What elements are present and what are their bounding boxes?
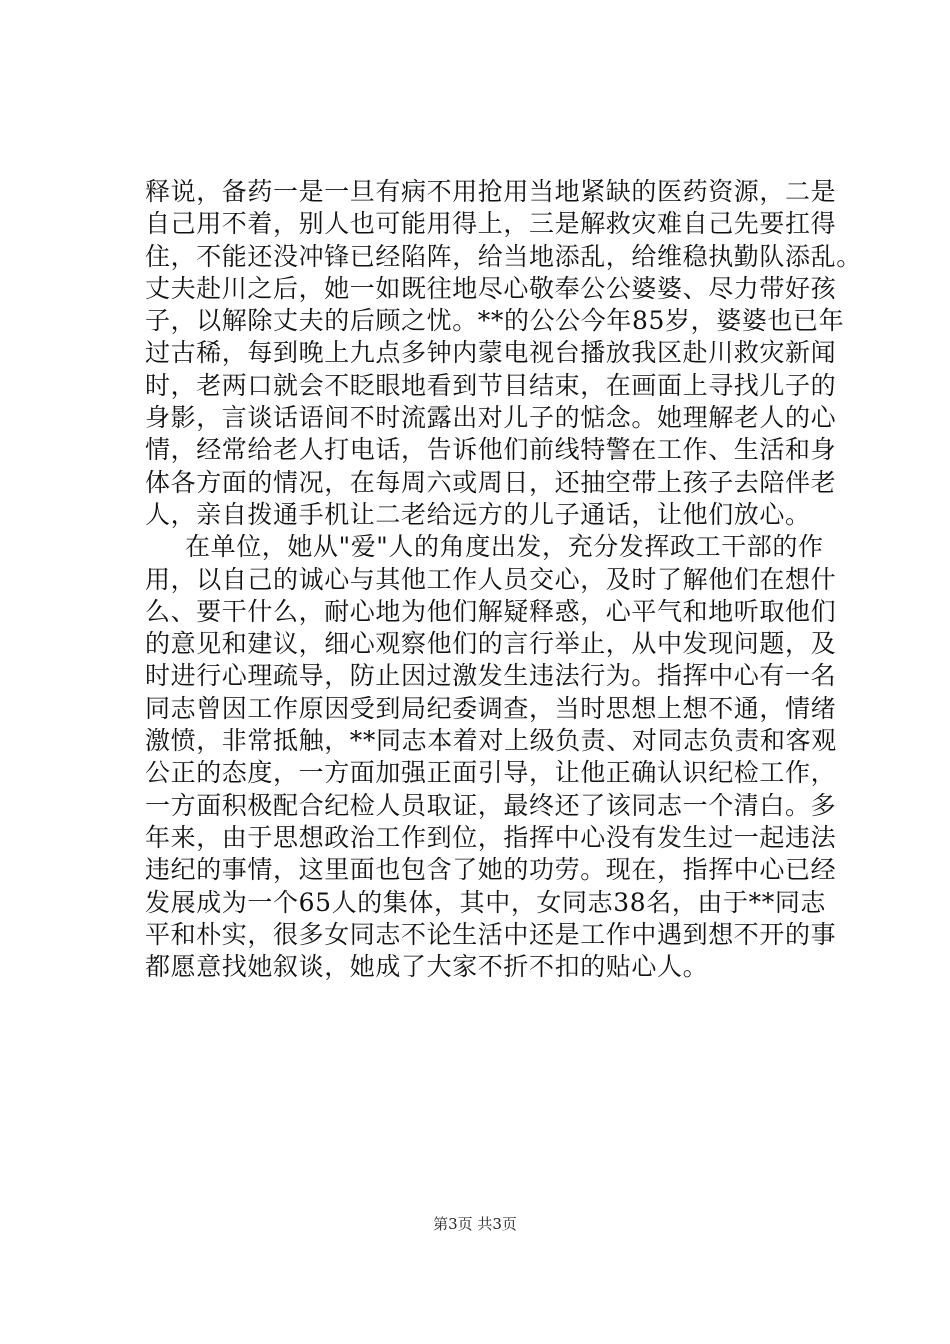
text-line: 子，以解除丈夫的后顾之忧。**的公公今年85岁，婆婆也已年 xyxy=(145,306,845,336)
text-line: 丈夫赴川之后，她一如既往地尽心敬奉公公婆婆、尽力带好孩 xyxy=(145,273,837,303)
text-line: 违纪的事情，这里面也包含了她的功劳。现在，指挥中心已经 xyxy=(145,855,837,885)
text-line: 住，不能还没冲锋已经陷阵，给当地添乱，给维稳执勤队添乱。 xyxy=(145,241,862,271)
text-line: 年来，由于思想政治工作到位，指挥中心没有发生过一起违法 xyxy=(145,822,837,852)
text-line: 发展成为一个65人的集体，其中，女同志38名，由于**同志 xyxy=(145,887,827,917)
text-line: 时进行心理疏导，防止因过激发生违法行为。指挥中心有一名 xyxy=(145,661,837,691)
body-text xyxy=(145,176,862,983)
text-line: 用，以自己的诚心与其他工作人员交心，及时了解他们在想什 xyxy=(145,564,837,594)
text-line: 在单位，她从"爱"人的角度出发，充分发挥政工干部的作 xyxy=(185,532,824,562)
text-line: 么、要干什么，耐心地为他们解疑释惑，心平气和地听取他们 xyxy=(145,596,837,626)
text-line: 都愿意找她叙谈，她成了大家不折不扣的贴心人。 xyxy=(145,952,709,982)
text-line: 人，亲自拨通手机让二老给远方的儿子通话，让他们放心。 xyxy=(145,499,811,529)
text-line: 一方面积极配合纪检人员取证，最终还了该同志一个清白。多 xyxy=(145,790,837,820)
text-line: 同志曾因工作原因受到局纪委调查，当时思想上想不通，情绪 xyxy=(145,693,837,723)
text-line: 激愤，非常抵触，**同志本着对上级负责、对同志负责和客观 xyxy=(145,726,837,756)
page-footer: 第3页 共3页 xyxy=(433,1215,517,1233)
text-line: 情，经常给老人打电话，告诉他们前线特警在工作、生活和身 xyxy=(145,435,837,465)
text-line: 自己用不着，别人也可能用得上，三是解救灾难自己先要扛得 xyxy=(145,209,837,239)
text-line: 体各方面的情况，在每周六或周日，还抽空带上孩子去陪伴老 xyxy=(145,467,837,497)
text-line: 的意见和建议，细心观察他们的言行举止，从中发现问题，及 xyxy=(145,629,837,659)
text-line: 时，老两口就会不眨眼地看到节目结束，在画面上寻找儿子的 xyxy=(145,370,837,400)
text-line: 过古稀，每到晚上九点多钟内蒙电视台播放我区赴川救灾新闻 xyxy=(145,338,837,368)
text-line: 公正的态度，一方面加强正面引导，让他正确认识纪检工作， xyxy=(145,758,837,788)
text-line: 身影，言谈话语间不时流露出对儿子的惦念。她理解老人的心 xyxy=(145,403,837,433)
text-line: 平和朴实，很多女同志不论生活中还是工作中遇到想不开的事 xyxy=(145,919,837,949)
text-line: 释说，备药一是一旦有病不用抢用当地紧缺的医药资源，二是 xyxy=(145,177,837,206)
